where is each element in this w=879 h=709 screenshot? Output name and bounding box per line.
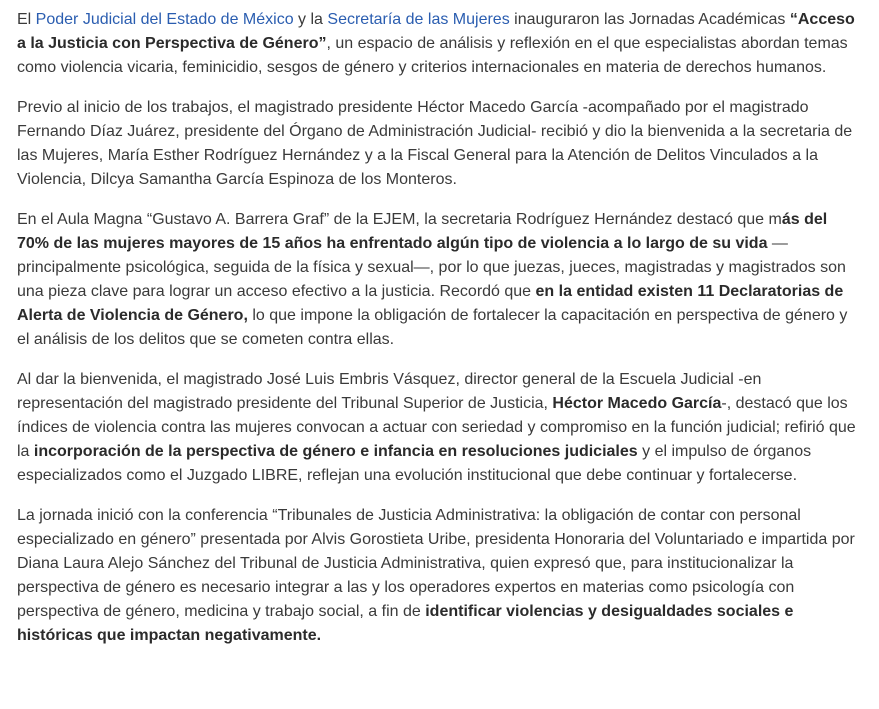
paragraph-1-text-4: , un espacio de análisis y reflexión en el que especialistas abordan temas como violencia vicaria, feminicidio, sesgos de género y criterios internacionales en materia de derechos humanos. xyxy=(17,35,848,76)
poder-judicial-link[interactable]: Poder Judicial del Estado de México xyxy=(35,11,294,28)
event-title-bold: “Acceso a la Justicia con Perspectiva de Género” xyxy=(17,11,855,52)
paragraph-4 xyxy=(17,368,859,488)
paragraph-2 xyxy=(17,96,859,192)
president-name-bold: Héctor Macedo García xyxy=(552,395,722,412)
paragraph-5 xyxy=(17,504,859,648)
paragraph-1-text-2: y la xyxy=(293,11,328,28)
paragraph-2-text-1: Previo al inicio de los trabajos, el magistrado presidente Héctor Macedo García -acompañado por el magistrado Fernando Díaz Juárez, presidente del Órgano de Administración Judicial- recibió y dio la bienvenida a la secretaria de las Mujeres, María Esther Rodríguez Hernández y a la Fiscal General para la Atención de Delitos Vinculados a la Violencia, Dilcya Samantha García Espinoza de los Monteros. xyxy=(17,99,853,188)
paragraph-4-text-1: Al dar la bienvenida, el magistrado José Luis Embris Vásquez, director general de la Escuela Judicial -en representación del magistrado presidente del Tribunal Superior de Justicia, xyxy=(17,371,762,412)
gender-perspective-bold: incorporación de la perspectiva de género e infancia en resoluciones judiciales xyxy=(33,443,638,460)
paragraph-1-text-1: El xyxy=(17,11,36,28)
article-body xyxy=(17,8,859,664)
paragraph-3 xyxy=(17,208,859,352)
secretaria-mujeres-link[interactable]: Secretaría de las Mujeres xyxy=(327,11,510,28)
identify-violence-bold: identificar violencias y desigualdades sociales e históricas que impactan negativamente. xyxy=(17,603,794,644)
paragraph-1-text-3: inauguraron las Jornadas Académicas xyxy=(509,11,790,28)
paragraph-4-text-2: -, destacó que los índices de violencia contra las mujeres convocan a actuar con seriedad y compromiso en la función judicial; refirió que la xyxy=(17,395,856,460)
alert-declarations-bold: en la entidad existen 11 Declaratorias de Alerta de Violencia de Género, xyxy=(17,283,844,324)
paragraph-1 xyxy=(17,8,859,80)
paragraph-3-text-3: lo que impone la obligación de fortalecer la capacitación en perspectiva de género y el análisis de los delitos que se cometen contra ellas. xyxy=(17,307,848,348)
paragraph-4-text-3: y el impulso de órganos especializados como el Juzgado LIBRE, reflejan una evolución institucional que debe continuar y fortalecerse. xyxy=(17,443,812,484)
paragraph-3-text-2: —principalmente psicológica, seguida de la física y sexual—, por lo que juezas, jueces, magistradas y magistrados son una pieza clave para lograr un acceso efectivo a la justicia. Recordó que xyxy=(17,235,846,300)
violence-statistic-bold: ás del 70% de las mujeres mayores de 15 años ha enfrentado algún tipo de violencia a lo largo de su vida xyxy=(17,211,828,252)
paragraph-5-text-1: La jornada inició con la conferencia “Tribunales de Justicia Administrativa: la obligación de contar con personal especializado en género” presentada por Alvis Gorostieta Uribe, presidenta Honoraria del Voluntariado e impartida por Diana Laura Alejo Sánchez del Tribunal de Justicia Administrativa, quien expresó que, para institucionalizar la perspectiva de género es necesario integrar a las y los operadores expertos en materias como psicología con perspectiva de género, medicina y trabajo social, a fin de xyxy=(17,507,855,620)
paragraph-3-text-1: En el Aula Magna “Gustavo A. Barrera Graf” de la EJEM, la secretaria Rodríguez Hernández destacó que m xyxy=(17,211,782,228)
